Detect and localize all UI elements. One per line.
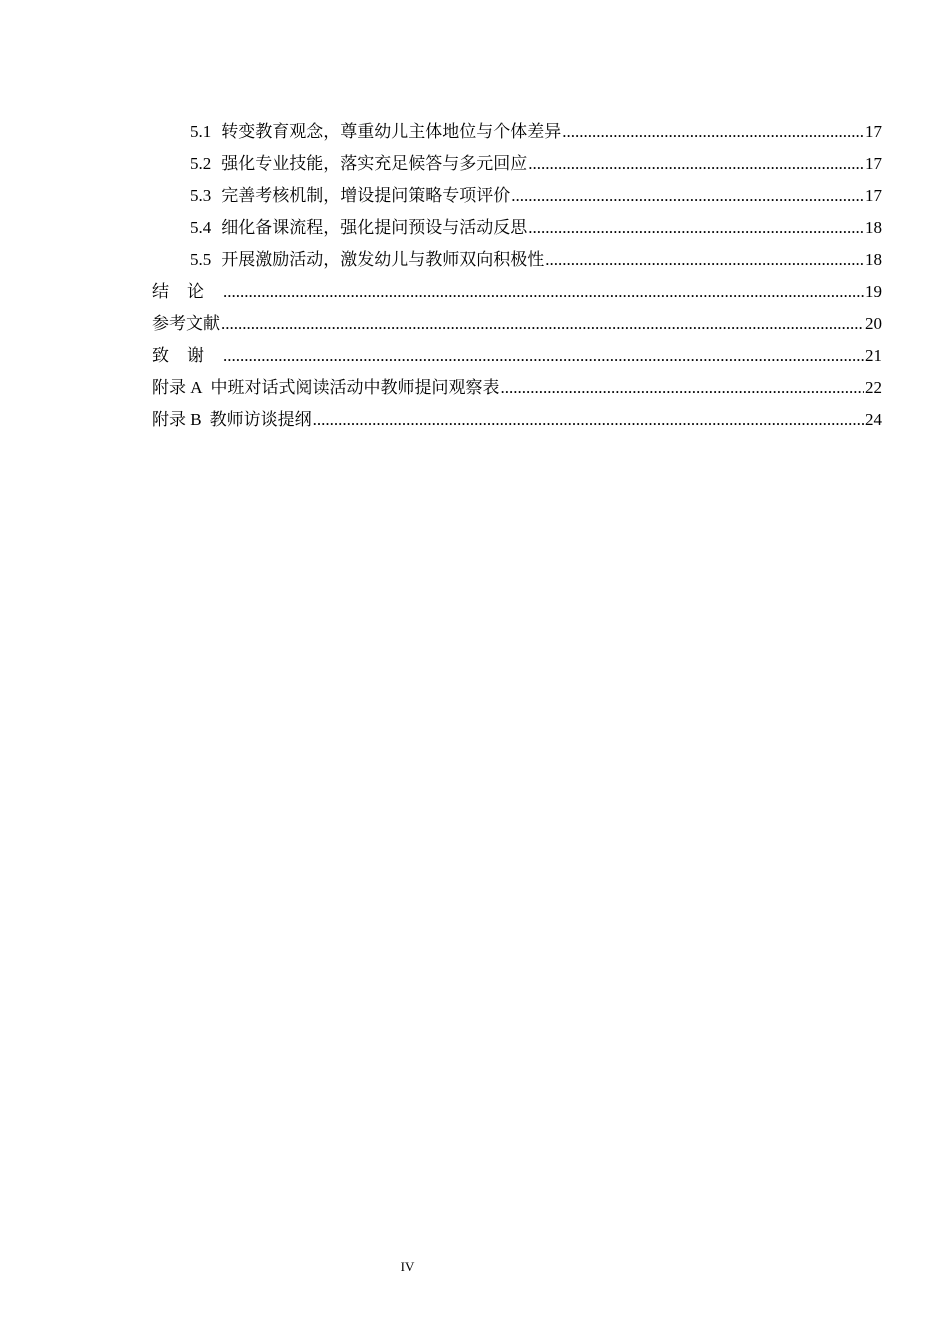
toc-entry-page: 20 [865,314,882,333]
toc-entry-page: 24 [865,410,882,429]
toc-entry-page: 18 [865,250,882,269]
toc-entry-title: 参考文献 [152,314,220,334]
toc-entry-5-5[interactable] [152,244,882,276]
toc-entry-number: 5.4 [190,218,212,237]
toc-entry-page: 17 [865,154,882,173]
toc-entry-title: 致谢 [152,346,222,366]
toc-entry-page: 18 [865,218,882,237]
dot-leader [528,148,864,180]
dot-leader [528,212,864,244]
dot-leader [545,244,864,276]
dot-leader [313,404,864,436]
toc-entry-page: 21 [865,346,882,365]
toc-entry-number: 5.5 [190,250,212,269]
toc-entry-5-1[interactable] [152,116,882,148]
dot-leader [223,340,864,372]
toc-entry-page: 19 [865,282,882,301]
toc-entry-page: 17 [865,186,882,205]
toc-entry-acknowledgements[interactable] [152,340,882,372]
dot-leader [221,308,864,340]
toc-entry-title: 教师访谈提纲 [209,410,312,430]
dot-leader [511,180,864,212]
toc-entry-number: 5.2 [190,154,212,173]
toc-entry-5-3[interactable] [152,180,882,212]
toc-entry-conclusion[interactable] [152,276,882,308]
toc-entry-number: 附录 B [152,410,202,429]
toc-entry-title: 强化专业技能，落实充足候答与多元回应 [221,154,528,174]
table-of-contents [152,116,882,436]
toc-entry-appendix-a[interactable] [152,372,882,404]
toc-entry-number: 附录 A [152,378,203,397]
toc-entry-references[interactable] [152,308,882,340]
toc-entry-appendix-b[interactable] [152,404,882,436]
toc-entry-number: 5.1 [190,122,212,141]
toc-entry-title: 开展激励活动，激发幼儿与教师双向积极性 [221,250,545,270]
toc-entry-title: 完善考核机制，增设提问策略专项评价 [221,186,511,206]
toc-entry-page: 22 [865,378,882,397]
toc-entry-5-4[interactable] [152,212,882,244]
toc-entry-title: 结论 [152,282,222,302]
page-number-footer: IV [400,1259,415,1274]
dot-leader [501,372,864,404]
dot-leader [562,116,864,148]
dot-leader [223,276,864,308]
toc-entry-5-2[interactable] [152,148,882,180]
toc-entry-title: 细化备课流程，强化提问预设与活动反思 [221,218,528,238]
toc-entry-page: 17 [865,122,882,141]
toc-entry-title: 转变教育观念，尊重幼儿主体地位与个体差异 [221,122,562,142]
toc-entry-title: 中班对话式阅读活动中教师提问观察表 [210,378,500,398]
toc-entry-number: 5.3 [190,186,212,205]
